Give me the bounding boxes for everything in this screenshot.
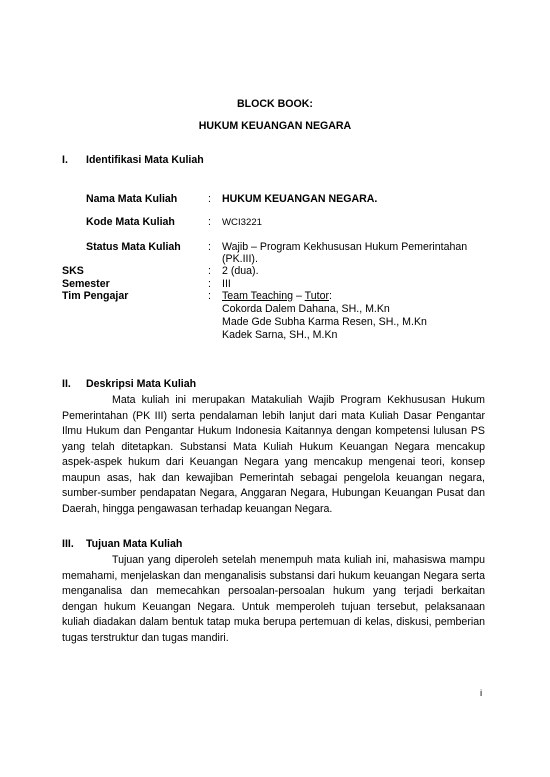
tutor-label: Tutor xyxy=(304,290,329,302)
team-member: Cokorda Dalem Dahana, SH., M.Kn xyxy=(222,303,390,315)
section3-title: Tujuan Mata Kuliah xyxy=(86,538,183,550)
row-label-semester: Semester xyxy=(62,278,110,290)
section2-title: Deskripsi Mata Kuliah xyxy=(86,378,197,390)
row-value-semester: III xyxy=(222,278,231,290)
section1-title: Identifikasi Mata Kuliah xyxy=(86,154,204,166)
section2-text: Mata kuliah ini merupakan Matakuliah Wajib Program Kekhususan Hukum Pemerintahan (PK III) serta pendalaman lebih lanjut dari mata Kuliah Dasar Pengantar Ilmu Hukum dan Pengantar Hukum Indonesia Kaitannya dengan kompetensi lulusan PS yang telah ditetapkan. Substansi Mata Kuliah Hukum Keuangan Negara mencakup aspek-aspek hukum dari Keuangan Negara yang mencakup mengenai teori, konsep maupun asas, hak dan kewajiban Pemerintah sebagai pengelola keuangan negara, sumber-sumber pendapatan Negara, Anggaran Negara, Hubungan Keuangan Pusat dan Daerah, hingga pengawasan terhadap keuangan Negara. xyxy=(62,394,485,515)
row-label-kode: Kode Mata Kuliah xyxy=(86,216,175,228)
team-member: Kadek Sarna, SH., M.Kn xyxy=(222,329,338,341)
row-label-tim: Tim Pengajar xyxy=(62,290,129,302)
row-colon-nama: : xyxy=(208,193,211,205)
section3-paragraph xyxy=(62,553,485,646)
row-value-nama: HUKUM KEUANGAN NEGARA. xyxy=(222,193,378,205)
row-value-tim xyxy=(222,290,332,302)
row-label-status: Status Mata Kuliah xyxy=(86,241,181,253)
section2-paragraph xyxy=(62,393,485,517)
team-teaching-label: Team Teaching xyxy=(222,290,294,302)
section1-number: I. xyxy=(62,154,68,166)
row-value-sks: 2 (dua). xyxy=(222,265,259,277)
row-value-kode: WCI3221 xyxy=(222,217,262,228)
row-label-sks: SKS xyxy=(62,265,84,277)
row-colon-sks: : xyxy=(208,265,211,277)
section2-number: II. xyxy=(62,378,71,390)
row-label-nama: Nama Mata Kuliah xyxy=(86,193,178,205)
row-colon-tim: : xyxy=(208,290,211,302)
team-member: Made Gde Subha Karma Resen, SH., M.Kn xyxy=(222,316,427,328)
section3-number: III. xyxy=(62,538,74,550)
row-colon-status: : xyxy=(208,241,211,253)
document-title-line1: BLOCK BOOK: xyxy=(237,98,313,110)
tutor-suffix: : xyxy=(329,290,332,302)
section3-text: Tujuan yang diperoleh setelah menempuh mata kuliah ini, mahasiswa mampu memahami, menjelaskan dan menganalisis substansi dari hukum keuangan Negara serta menganalisa dan memecahkan persoalan-persoalan hukum yang terjadi berkaitan dengan hukum Keuangan Negara. Untuk memperoleh tujuan tersebut, pelaksanaan kuliah diadakan dalam bentuk tatap muka berupa pertemuan di kelas, diskusi, pemberian tugas terstruktur dan tugas mandiri. xyxy=(62,554,485,644)
row-colon-semester: : xyxy=(208,278,211,290)
row-value-status-line2: (PK.III). xyxy=(222,253,258,265)
document-title-line2: HUKUM KEUANGAN NEGARA xyxy=(198,120,352,132)
row-value-status-line1: Wajib – Program Kekhususan Hukum Pemerintahan xyxy=(222,241,468,253)
page-number: i xyxy=(480,688,483,699)
row-colon-kode: : xyxy=(208,216,211,228)
team-dash: – xyxy=(293,290,305,302)
